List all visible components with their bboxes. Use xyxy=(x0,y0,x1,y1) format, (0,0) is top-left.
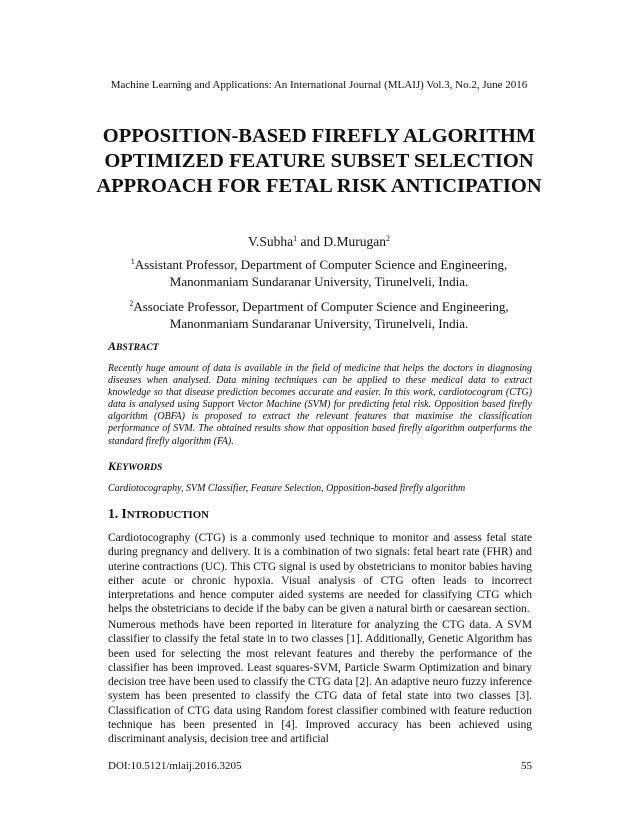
affiliation-text: Associate Professor, Department of Computer Science and Engineering, Manonmaniam Sundaranar University, Tirunelveli, India. xyxy=(133,299,509,331)
keywords-text: Cardiotocography, SVM Classifier, Feature Selection, Opposition-based firefly algorithm xyxy=(108,483,466,494)
introduction-heading-initial: I xyxy=(121,506,127,521)
author-name: D.Murugan xyxy=(323,234,386,249)
author-conjunction: and xyxy=(297,234,324,249)
introduction-paragraph: Numerous methods have been reported in literature for analyzing the CTG data. A SVM classifier to classify the fetal state in to two classes [1]. Additionally, Genetic Algorithm has been used for selecting the most relevant features and thereby the performance of the classifier has been improved. Least squares-SVM, Particle Swarm Optimization and binary decision tree have been used to classify the CTG data [2]. An adaptive neuro fuzzy inference system has been presented to classify the CTG data of fetal state into two classes [3]. Classification of CTG data using Random forest classifier combined with feature reduction technique has been presented in [4]. Improved accuracy has been achieved using discriminant analysis, decision tree and artificial xyxy=(108,619,532,746)
keywords-heading-rest: EYWORDS xyxy=(116,462,163,473)
doi-footer: DOI:10.5121/mlaij.2016.3205 xyxy=(108,760,242,772)
abstract-heading-initial: A xyxy=(108,339,117,353)
keywords-heading xyxy=(108,459,162,475)
keywords-heading-initial: K xyxy=(108,459,117,473)
author-name: V.Subha xyxy=(247,234,294,249)
affiliation-marker: 2 xyxy=(129,299,134,308)
affiliation-marker: 1 xyxy=(130,257,135,266)
abstract-text: Recently huge amount of data is available in the field of medicine that helps the doctors in diagnosing diseases when analysed. Data mining techniques can be applied to these medical data to extract knowledge so that disease prediction becomes accurate and easier. In this work, cardiotocogram (CTG) data is analysed using Support Vector Machine (SVM) for predicting fetal risk. Opposition based firefly algorithm (OBFA) is proposed to extract the relevant features that maximise the classification performance of SVM. The obtained results show that opposition based firefly algorithm outperforms the standard firefly algorithm (FA). xyxy=(108,363,532,447)
page-number: 55 xyxy=(521,760,532,772)
affiliation xyxy=(108,256,530,290)
author-affiliation-marker: 1 xyxy=(293,234,298,243)
abstract-heading xyxy=(108,339,159,355)
paper-title: OPPOSITION-BASED FIREFLY ALGORITHM OPTIMIZED FEATURE SUBSET SELECTION APPROACH FOR FETAL RISK ANTICIPATION xyxy=(96,125,542,197)
abstract-heading-rest: BSTRACT xyxy=(116,342,159,353)
affiliation xyxy=(108,298,530,332)
author-affiliation-marker: 2 xyxy=(386,234,390,243)
author-line xyxy=(0,234,638,250)
introduction-heading-rest: NTRODUCTION xyxy=(126,509,209,521)
section-number: 1. xyxy=(108,506,122,521)
introduction-paragraph: Cardiotocography (CTG) is a commonly used technique to monitor and assess fetal state during pregnancy and delivery. It is a combination of two signals: fetal heart rate (FHR) and uterine contractions (UC). This CTG signal is used by obstetricians to monitor babies having either acute or chronic hypoxia. Visual analysis of CTG often leads to incorrect interpretations and hence computer aided systems are needed for classifying CTG which helps the obstetricians to decide if the baby can be given a natural birth or caesarean section. xyxy=(108,532,532,616)
introduction-heading xyxy=(108,506,209,523)
running-header: Machine Learning and Applications: An International Journal (MLAIJ) Vol.3, No.2, June 2016 xyxy=(110,79,528,91)
affiliation-text: Assistant Professor, Department of Computer Science and Engineering, Manonmaniam Sundaranar University, Tirunelveli, India. xyxy=(134,257,508,289)
